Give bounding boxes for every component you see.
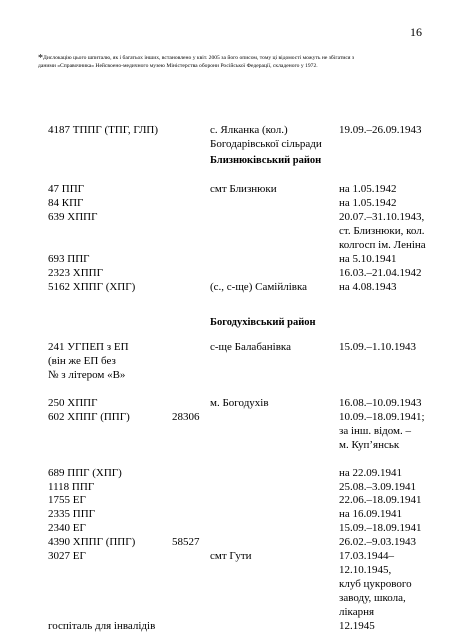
row-dates: на 1.05.1942 — [339, 183, 397, 195]
top-entry-unit: 4187 ТППГ (ТПГ, ГЛП) — [48, 124, 159, 136]
row-dates: на 1.05.1942 — [339, 196, 397, 209]
row-unit: 693 ППГ — [48, 252, 90, 265]
row-dates: лікарня — [339, 606, 375, 619]
row-dates: 15.09.–1.10.1943 — [339, 341, 416, 353]
row-place: смт Гути — [210, 550, 252, 563]
row-unit: № з літером «В» — [48, 368, 126, 381]
top-entry-place-line2: Богодарівської сільради — [210, 138, 322, 150]
row-unit: 250 ХППГ — [48, 396, 98, 409]
row-unit: 2323 ХППГ — [48, 266, 103, 279]
row-dates: ст. Близнюки, кол. — [339, 224, 425, 237]
top-entry-dates: 19.09.–26.09.1943 — [339, 124, 422, 136]
row-dates: м. Куп’янськ — [339, 438, 400, 451]
row-dates: 12.1945 — [339, 620, 375, 632]
row-dates: на 4.08.1943 — [339, 280, 397, 293]
row-unit: 47 ППГ — [48, 183, 84, 195]
footnote — [38, 53, 453, 70]
row-dates: 16.08.–10.09.1943 — [339, 396, 422, 409]
row-place: смт Близнюки — [210, 183, 277, 195]
footnote-line-1: Дислокацію цього шпиталю, як і багатьох інших, встановлено у квіт. 2005 за його описом, тому ці відомості можуть не збігатися з — [43, 55, 355, 61]
row-unit: 4390 ХППГ (ППГ) — [48, 536, 136, 549]
row-unit: 5162 ХППГ (ХПГ) — [48, 280, 136, 293]
top-entry-place-line1: с. Ялканка (кол.) — [210, 124, 288, 136]
row-dates: на 5.10.1941 — [339, 252, 397, 265]
row-unit: 639 ХППГ — [48, 210, 98, 223]
section-heading: Близнюківський район — [210, 155, 322, 166]
row-unit: 602 ХППГ (ППГ) — [48, 410, 130, 423]
row-num: 28306 — [172, 410, 200, 423]
row-dates: 25.08.–3.09.1941 — [339, 480, 416, 493]
row-dates: клуб цукрового — [339, 578, 412, 591]
row-unit: (він же ЕП без — [48, 354, 116, 367]
row-place: с-ще Балабанівка — [210, 341, 291, 353]
section-heading: Богодухівський район — [210, 317, 316, 328]
page-number: 16 — [410, 25, 422, 39]
row-dates: колгосп ім. Леніна — [339, 238, 426, 251]
footnote-marker: * — [38, 53, 43, 64]
row-place: м. Богодухів — [210, 396, 269, 409]
row-unit: 241 УГПЕП з ЕП — [48, 341, 129, 353]
row-num: 58527 — [172, 536, 200, 549]
row-dates: 10.09.–18.09.1941; — [339, 410, 425, 423]
row-dates: 20.07.–31.10.1943, — [339, 210, 425, 223]
row-dates: за інш. відом. – — [339, 424, 411, 437]
row-dates: 26.02.–9.03.1943 — [339, 536, 416, 549]
row-unit: 84 КПГ — [48, 196, 84, 209]
footnote-line-2: даними «Справочника» Нейсвоено-медичного музею Міністерства оборони Російської Федерації, складеного у 1972. — [38, 63, 318, 69]
row-dates: заводу, школа, — [339, 592, 406, 605]
row-dates: на 22.09.1941 — [339, 466, 403, 479]
row-dates: 17.03.1944– — [339, 550, 394, 563]
row-dates: 22.06.–18.09.1941 — [339, 494, 422, 507]
row-unit: 2340 ЕГ — [48, 522, 86, 535]
row-unit: 1118 ППГ — [48, 480, 95, 493]
row-dates: на 16.09.1941 — [339, 508, 403, 521]
row-dates: 12.10.1945, — [339, 564, 392, 577]
row-unit: госпіталь для інвалідів — [48, 620, 156, 632]
row-unit: 1755 ЕГ — [48, 494, 86, 507]
row-dates: 15.09.–18.09.1941 — [339, 522, 422, 535]
row-unit: 2335 ППГ — [48, 508, 95, 521]
row-dates: 16.03.–21.04.1942 — [339, 266, 422, 279]
row-place: (с., с-ще) Самійлівка — [210, 280, 308, 293]
row-unit: 689 ППГ (ХПГ) — [48, 466, 122, 479]
row-unit: 3027 ЕГ — [48, 550, 86, 563]
